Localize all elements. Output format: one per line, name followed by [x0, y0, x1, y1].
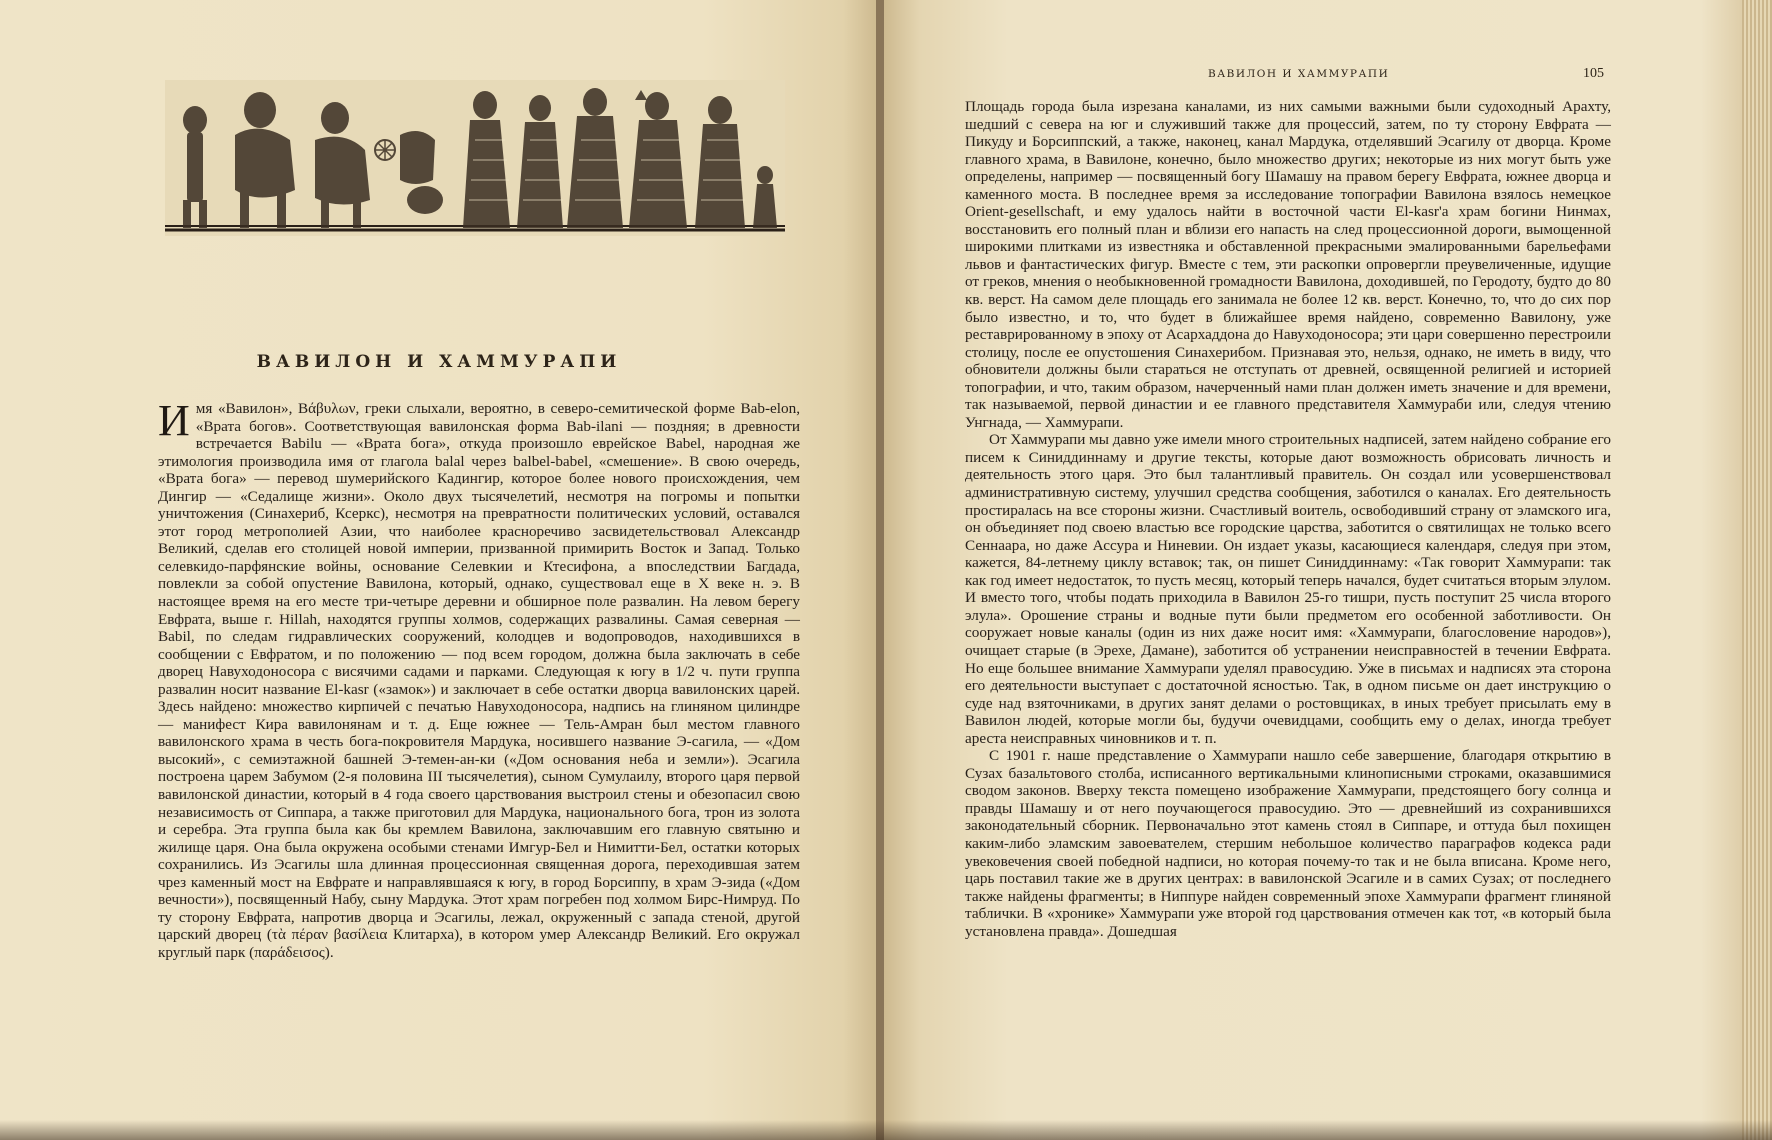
drop-cap: И: [158, 396, 190, 445]
chapter-title: ВАВИЛОН И ХАММУРАПИ: [256, 352, 622, 372]
paragraph-1: Площадь города была изрезана каналами, из них самыми важными были судоходный Арахту, шедший с севера на юг и служивший также для процессий, затем, по ту сторону Евфрата — Пикуду и Борсиппский, а также, наконец, канал Мардука, отделявший Эсагилу от дворца. Кроме главного храма, в Вавилоне, конечно, было множество других; некоторые из них могут быть уже определены, например — посвященный богу Шамашу на правом берегу Евфрата, южнее дворца и каменного моста. В последнее время за исследование топографии Вавилона взялось немецкое Orient-gesellschaft, и ему удалось найти в восточной части El-kasr'a храм богини Нинмах, восстановить его полный план и вблизи его напасть на след процессионной дороги, вымощенной широкими плитками из известняка и обставленной прекрасными эмалированными барельефами львов и фантастических фигур. Вместе с тем, эти раскопки опровергли преувеличенные, идущие от греков, мнения о необыкновенной громадности Вавилона, доходившей, по Геродоту, будто до 80 кв. верст. На самом деле площадь его занимала не более 12 кв. верст. Конечно, то, что до сих пор было известно, и то, что будет в ближайшее время найдено, современно Вавилону, уже реставрированному в эпоху от Асархаддона до Навуходоносора; эти цари совершенно перестроили столицу, после ее опустошения Синахерибом. Признавая это, нельзя, однако, не иметь в виду, что обновители должны были стараться не отступать от древней, освященной религией и историей топографии, и что, таким образом, начерченный нами план должен иметь значение и для времени, так называемой, первой династии и ее главного представителя Хаммураби или, следуя чтению Унгнада, — Хаммурапи.: [965, 98, 1611, 431]
bottom-shadow: [0, 1120, 1772, 1140]
paragraph-2: От Хаммурапи мы давно уже имели много строительных надписей, затем найдено собрание его писем к Синиддиннаму и другие тексты, которые дают возможность обрисовать личность и деятельность этого царя. Это был талантливый правитель. Он создал или усовершенствовал административную систему, улучшил средства сообщения, заботился о каналах. Его деятельность простиралась на все стороны жизни. Счастливый воитель, освободивший страну от эламского ига, он объединяет под своею властью все городские царства, заботится о святилищах не только всего Сеннаара, но даже Ассура и Ниневии. Он издает указы, касающиеся календаря, следуя при этом, кажется, 84-летнему циклу вставок; так, он пишет Синиддиннаму: «Так говорит Хаммурапи: так как год имеет недостаток, то пусть месяц, который теперь начался, будет считаться вторым элулом. И вместо того, чтобы подать приходила в Вавилон 25-го тишри, пусть поступит 25 числа второго элула». Орошение страны и водные пути были предметом его особенной заботливости. Он сооружает новые каналы (один из них даже носит имя: «Хаммурапи, благословение народов»), очищает старые (в Эрехе, Дамане), заботится об устранении неисправностей в течении Евфрата. Но еще большее внимание Хаммурапи уделял правосудию. Уже в письмах и надписях эта сторона его деятельности выступает с достаточной ясностью. Так, в одном письме он дает инструкцию о суде над взяточниками, в других занят делами о ростовщиках, в иных требует присылать ему в Вавилон людей, которые могли бы, будучи очевидцами, сообщить ему о делах, иногда требует ареста неисправных чиновников и т. п.: [965, 431, 1611, 747]
babylonian-relief-illustration: [165, 80, 785, 236]
paragraph-3: С 1901 г. наше представление о Хаммурапи нашло себе завершение, благодаря открытию в Сузах базальтового столба, исписанного вертикальными клинописными строками, оказавшимися сводом законов. Вверху текста помещено изображение Хаммурапи, предстоящего богу солнца и правды Шамашу и от него поучающегося правосудию. Это — древнейший из сохранившихся законодательный сборник. Первоначально этот камень стоял в Сиппаре, и оттуда был похищен каким-либо эламским завоевателем, стершим небольшое количество параграфов кодекса ради увековечения своей победной надписи, но которая почему-то так и не была вписана. Кроме него, царь поставил такие же в других центрах: в вавилонской Эсагиле и в самих Сузах; от последнего также найдены фрагменты; в Ниппуре найден современный эпохе Хаммурапи фрагмент глиняной таблички. В «хронике» Хаммурапи уже второй год царствования отмечен как тот, «в который была установлена правда». Дошедшая: [965, 747, 1611, 940]
page-number: 105: [1583, 66, 1604, 81]
left-paragraph: мя «Вавилон», Βάβυλων, греки слыхали, вероятно, в северо-семитической форме Bab-elon, «Врата богов». Соответствующая вавилонская форма Bab-ilani — поздняя; в древности встречается Babilu — «Врата бога», откуда произошло еврейское Babel, народная же этимология производила имя от глагола balal через balbel-babel, «смешение». В свою очередь, «Врата бога» — перевод шумерийского Кадингир, которое более нового происхождения, чем Дингир — «Седалище жизни». Около двух тысячелетий, несмотря на погромы и попытки уничтожения (Синахериб, Ксеркс), несмотря на превратности политических условий, оставался этот город метрополией Азии, что наиболее красноречиво засвидетельствовал Александр Великий, сделав его столицей новой империи, призванной примирить Восток и Запад. Только селевкидо-парфянские войны, основание Селевкии и Ктесифона, а впоследствии Багдада, повлекли за собой опустение Вавилона, который, однако, существовал еще в X веке н. э. В настоящее время на его месте три-четыре деревни и обширное поле развалин. На левом берегу Евфрата, выше г. Hillah, находятся группы холмов, содержащих развалины. Самая северная — Babil, по следам гидравлических сооружений, колодцев и водопроводов, находившихся в сообщении с Евфратом, и по положению — под всем городом, должна была заключать в себе дворец Навуходоносора с висячими садами и парками. Следующая к югу в 1/2 ч. пути группа развалин носит название El-kasr («замок») и заключает в себе остатки дворца вавилонских царей. Здесь найдено: множество кирпичей с печатью Навуходоносора, надпись на глиняном цилиндре — манифест Кира вавилонянам и т. д. Еще южнее — Тель-Амран был местом главного вавилонского храма в честь бога-покровителя Мардука, носившего название Э-сагила, — «Дом высокий», с семиэтажной башней Э-темен-ан-ки («Дом основания неба и земли»). Эсагила построена царем Забумом (2-я половина III тысячелетия), сыном Сумулаилу, второго царя первой вавилонской династии, который в 4 года своего царствования выстроил стены и обезопасил свою независимость от Сиппара, а также приготовил для Мардука, национального бога, трон из золота и серебра. Эта группа была как бы кремлем Вавилона, заключавшим его главную святыню и жилище царя. Она была окружена особыми стенами Имгур-Бел и Нимитти-Бел, остатки которых сохранились. Из Эсагилы шла длинная процессионная священная дорога, переходившая затем чрез каменный мост на Евфрате и направлявшаяся к югу, в город Борсиппу, в храм Э-зида («Дом вечности»), посвященный Набу, сыну Мардука. Этот храм погребен под холмом Бирс-Нимруд. По ту сторону Евфрата, напротив дворца и Эсагилы, лежал, окруженный с запада стеной, другой царский дворец (τὰ πέραν βασίλεια Клитарха), в котором умер Александр Великий. Его окружал круглый парк (παράδεισος).: [158, 400, 800, 961]
right-body-text: [965, 98, 1611, 940]
left-body-text: [158, 396, 800, 962]
left-page: [0, 0, 878, 1140]
running-head: ВАВИЛОН И ХАММУРАПИ: [1208, 68, 1390, 80]
page-edges: [1742, 0, 1772, 1140]
